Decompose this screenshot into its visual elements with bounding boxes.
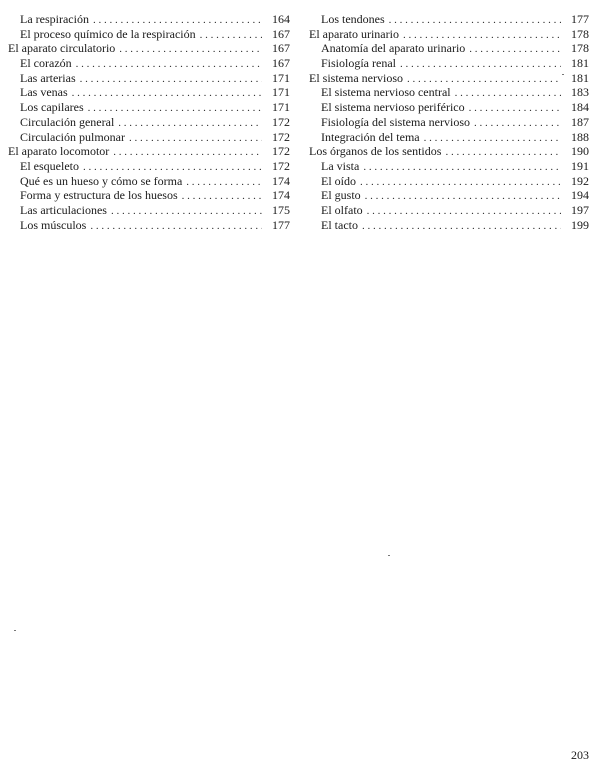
toc-entry-title: Integración del tema <box>321 129 420 144</box>
dot-leader <box>182 189 262 204</box>
toc-entry-page: 177 <box>571 12 589 26</box>
toc-entry-title: Las articulaciones <box>20 202 107 217</box>
dot-leader <box>186 175 262 190</box>
toc-entry-page: 167 <box>272 56 290 71</box>
dot-leader <box>113 145 262 160</box>
toc-entry <box>8 27 290 42</box>
toc-entry <box>8 115 290 130</box>
toc-entry <box>8 174 290 189</box>
toc-entry <box>8 71 290 86</box>
toc-entry-page: 172 <box>272 158 290 173</box>
dot-leader <box>362 219 561 234</box>
toc-entry-page: 175 <box>272 202 290 217</box>
toc-entry <box>309 56 589 71</box>
toc-entry-title: El aparato circulatorio <box>8 41 116 56</box>
scan-speck <box>562 74 564 75</box>
toc-entry-title: El sistema nervioso periférico <box>321 100 465 115</box>
toc-entry-title: El olfato <box>321 202 363 217</box>
scan-speck <box>388 555 390 556</box>
page-number: 203 <box>571 748 589 762</box>
toc-entry-page: 181 <box>571 56 589 71</box>
toc-entry-page: 171 <box>272 70 290 85</box>
toc-entry <box>309 27 589 42</box>
toc-entry-title: Anatomía del aparato urinario <box>321 41 466 56</box>
toc-entry-title: El esqueleto <box>20 158 79 173</box>
dot-leader <box>365 189 561 204</box>
toc-entry-page: 184 <box>571 100 589 115</box>
toc-entry-title: La respiración <box>20 12 89 26</box>
toc-entry <box>309 85 589 100</box>
toc-entry-title: Fisiología renal <box>321 56 396 71</box>
toc-entry <box>8 218 290 233</box>
toc-entry-title: El aparato urinario <box>309 26 399 41</box>
toc-entry <box>309 144 589 159</box>
toc-entry-title: La vista <box>321 158 360 173</box>
toc-entry-page: 172 <box>272 144 290 159</box>
toc-entry <box>309 130 589 145</box>
toc-entry-title: Circulación general <box>20 114 115 129</box>
toc-entry <box>309 203 589 218</box>
toc-entry <box>309 115 589 130</box>
dot-leader <box>400 57 561 72</box>
dot-leader <box>111 204 262 219</box>
toc-entry-title: Los órganos de los sentidos <box>309 144 442 159</box>
toc-entry <box>8 85 290 100</box>
dot-leader <box>469 42 561 57</box>
toc-entry-title: El oído <box>321 173 356 188</box>
toc-entry-page: 183 <box>571 85 589 100</box>
toc-entry-page: 190 <box>571 144 589 159</box>
toc-entry-title: Forma y estructura de los huesos <box>20 188 178 203</box>
toc-entry <box>8 159 290 174</box>
dot-leader <box>367 204 561 219</box>
toc-entry-page: 188 <box>571 129 589 144</box>
dot-leader <box>90 219 262 234</box>
toc-entry-title: Los músculos <box>20 217 87 232</box>
dot-leader <box>200 28 262 43</box>
dot-leader <box>72 86 262 101</box>
toc-entry <box>309 12 589 27</box>
dot-leader <box>389 13 561 28</box>
toc-entry-page: 167 <box>272 41 290 56</box>
toc-entry-title: Qué es un hueso y cómo se forma <box>20 173 183 188</box>
toc-entry-page: 199 <box>571 217 589 232</box>
toc-entry <box>8 144 290 159</box>
toc-entry <box>309 41 589 56</box>
toc-entry-title: Circulación pulmonar <box>20 129 125 144</box>
dot-leader <box>363 160 561 175</box>
toc-entry-page: 178 <box>571 26 589 41</box>
toc-entry <box>309 159 589 174</box>
toc-entry-page: 174 <box>272 173 290 188</box>
dot-leader <box>424 131 561 146</box>
toc-entry-title: Fisiología del sistema nervioso <box>321 114 470 129</box>
dot-leader <box>76 57 262 72</box>
toc-entry-page: 171 <box>272 100 290 115</box>
toc-entry-page: 181 <box>571 70 589 85</box>
toc-entry-page: 197 <box>571 202 589 217</box>
toc-entry-page: 178 <box>571 41 589 56</box>
toc-entry <box>8 41 290 56</box>
toc-entry-title: El gusto <box>321 188 361 203</box>
toc-entry-title: El tacto <box>321 217 358 232</box>
toc-entry-title: Las venas <box>20 85 68 100</box>
dot-leader <box>469 101 561 116</box>
dot-leader <box>119 42 262 57</box>
toc-entry <box>8 100 290 115</box>
toc-entry-page: 174 <box>272 188 290 203</box>
toc-entry-page: 187 <box>571 114 589 129</box>
toc-entry <box>8 56 290 71</box>
dot-leader <box>474 116 561 131</box>
toc-entry <box>309 188 589 203</box>
toc-entry <box>309 71 589 86</box>
toc-entry <box>8 12 290 27</box>
toc-entry-page: 172 <box>272 129 290 144</box>
toc-entry-title: Las arterias <box>20 70 76 85</box>
toc-entry <box>309 218 589 233</box>
toc-entry-page: 167 <box>272 26 290 41</box>
dot-leader <box>455 86 561 101</box>
toc-entry <box>8 188 290 203</box>
toc-entry-page: 177 <box>272 217 290 232</box>
dot-leader <box>360 175 561 190</box>
toc-entry-page: 192 <box>571 173 589 188</box>
toc-entry <box>309 100 589 115</box>
dot-leader <box>80 72 262 87</box>
toc-entry <box>8 203 290 218</box>
toc-entry-title: Los tendones <box>321 12 385 26</box>
toc-entry-page: 194 <box>571 188 589 203</box>
toc-entry-page: 164 <box>272 12 290 26</box>
toc-entry-title: El aparato locomotor <box>8 144 110 159</box>
toc-entry-title: El sistema nervioso central <box>321 85 451 100</box>
dot-leader <box>445 145 561 160</box>
toc-entry-title: El proceso químico de la respiración <box>20 26 196 41</box>
toc-entry <box>309 174 589 189</box>
toc-entry <box>8 130 290 145</box>
toc-entry-page: 191 <box>571 158 589 173</box>
toc-entry-page: 172 <box>272 114 290 129</box>
toc-entry-title: El sistema nervioso <box>309 70 403 85</box>
scan-speck <box>14 630 16 631</box>
dot-leader <box>129 131 262 146</box>
toc-right-column <box>309 12 589 232</box>
dot-leader <box>118 116 262 131</box>
toc-entry-page: 171 <box>272 85 290 100</box>
toc-entry-title: El corazón <box>20 56 72 71</box>
toc-left-column <box>8 12 290 232</box>
toc-entry-title: Los capilares <box>20 100 84 115</box>
